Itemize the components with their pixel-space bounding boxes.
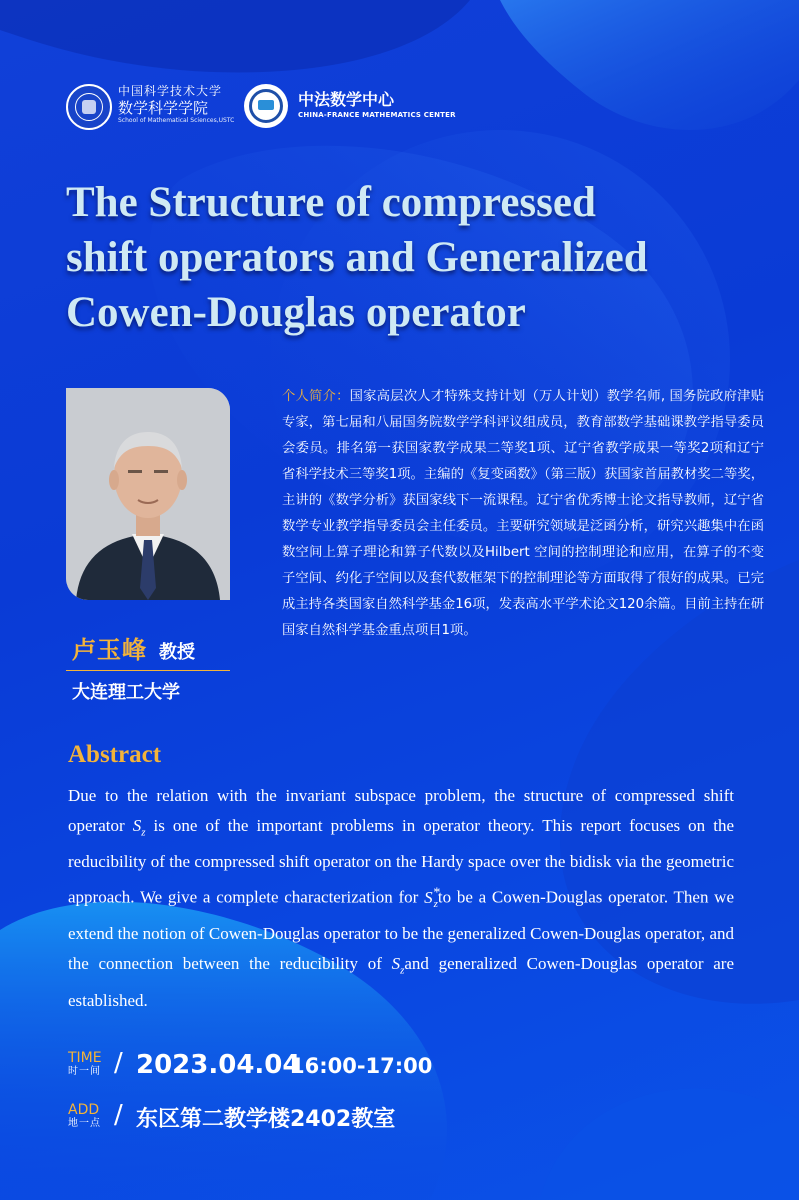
place-label-en: ADD: [68, 1102, 100, 1118]
math-symbol-sz-2: $S_z$: [391, 954, 405, 977]
time-label: [68, 1050, 118, 1078]
speaker-bio: [282, 384, 764, 644]
time-label-cn: 时一间: [68, 1066, 101, 1077]
place-label: [68, 1102, 118, 1130]
bio-text: 国家高层次人才特殊支持计划（万人计划）教学名师, 国务院政府津贴专家，第七届和八届国务院数学学科评议组成员，教育部数学基础课教学指导委员会委员。排名第一获国家教学成果二等奖1项、辽宁省教学成果一等奖2项和辽宁省科学技术三等奖1项。主编的《复变函数》（第三版）获国家首届教材奖二等奖，主讲的《数学分析》获国家线下一流课程。辽宁省优秀博士论文指导教师，辽宁省数学专业教学指导委员会主任委员。主要研究领域是泛函分析，研究兴趣集中在函数空间上算子理论和算子代数以及Hilbert 空间的控制理论和应用，在算子的不变子空间、约化子空间以及套代数框架下的控制理论等方面取得了很好的成果。已完成主持各类国家自然科学基金16项，发表高水平学术论文120余篇。目前主持在研国家自然科学基金重点项目1项。: [282, 389, 765, 638]
place-label-cn: 地一点: [68, 1118, 101, 1129]
abstract-part-4: and generalized Cowen-Douglas operator are established.: [68, 954, 734, 1010]
talk-title: [66, 175, 766, 340]
ustc-name: 中国科学技术大学: [118, 84, 223, 98]
cfmc-name: 中法数学中心: [298, 90, 395, 109]
speaker-photo: [66, 388, 230, 600]
time-label-en: TIME: [68, 1050, 102, 1066]
abstract-text: [68, 781, 734, 1016]
cfmc-name-en: CHINA-FRANCE MATHEMATICS CENTER: [298, 111, 456, 119]
cfmc-seal-icon: [244, 84, 288, 128]
ustc-school-en: School of Mathematical Sciences,USTC: [118, 117, 235, 124]
ustc-seal-icon: [66, 84, 112, 130]
speaker-divider: [66, 670, 230, 671]
place-separator: /: [114, 1100, 123, 1130]
abstract-part-2: is one of the important problems in operator theory. This report focuses on the reducibility of the compressed shift operator on the Hardy space over the bidisk via the geometric approach. We give a complete characterization for: [68, 816, 734, 908]
math-symbol-sz-star: $S^*_z$: [424, 884, 440, 911]
event-date: 2023.04.04: [136, 1050, 301, 1080]
event-time-range: 16:00-17:00: [290, 1054, 433, 1078]
math-symbol-sz: $S_z$: [132, 816, 146, 839]
event-place: 东区第二教学楼2402教室: [136, 1107, 396, 1132]
abstract-part-1: Due to the relation with the invariant subspace problem, the structure of compressed shift operator: [68, 786, 734, 835]
bio-label: 个人简介：: [282, 389, 350, 404]
speaker-affiliation: 大连理工大学: [72, 682, 180, 703]
abstract-part-3: to be a Cowen-Douglas operator. Then we extend the notion of Cowen-Douglas operator to be the generalized Cowen-Douglas operator, and the connection between the reducibility of: [68, 888, 734, 974]
title-line-2: shift operators and Generalized: [66, 234, 648, 281]
title-line-3: Cowen-Douglas operator: [66, 289, 526, 336]
title-line-1: The Structure of compressed: [66, 179, 596, 226]
speaker-name: 卢玉峰: [72, 636, 147, 664]
cfmc-logo-text: [298, 90, 498, 120]
ustc-school-name: 数学科学学院: [118, 99, 209, 117]
speaker-name-line: [72, 630, 232, 666]
time-separator: /: [114, 1048, 123, 1078]
speaker-title: 教授: [159, 642, 195, 663]
abstract-heading: Abstract: [68, 741, 162, 768]
